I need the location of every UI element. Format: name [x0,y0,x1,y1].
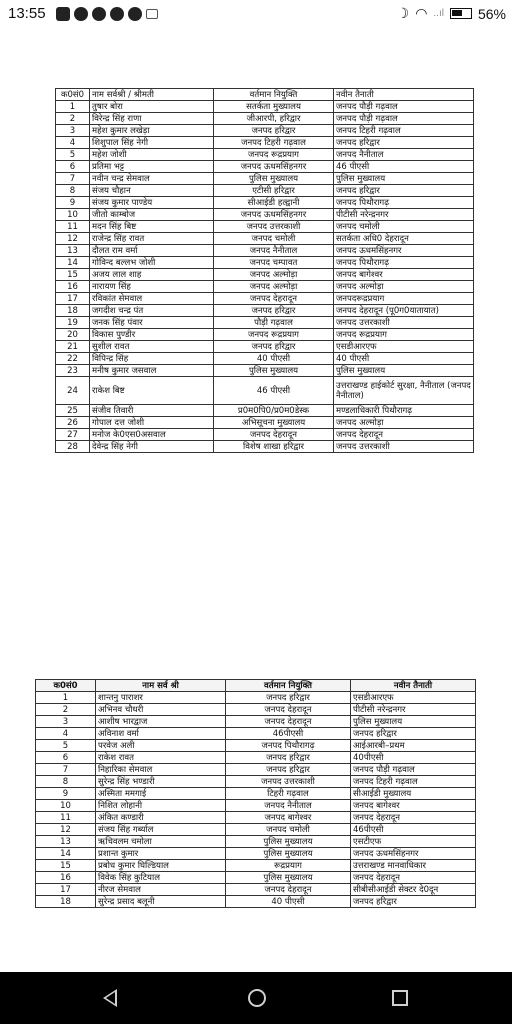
cell-serial: 13 [36,836,96,848]
table-row [36,764,476,776]
cell-new-posting: एसडीआरएफ [334,341,474,353]
table-row [56,329,474,341]
cell-name: संजय चौहान [90,185,214,197]
cell-name: निहारिका सेमवाल [96,764,226,776]
table-row [36,860,476,872]
cell-new-posting: पीटीसी नरेन्द्रनगर [334,209,474,221]
cell-serial: 26 [56,417,90,429]
cell-current-posting: 46पीएसी [226,728,351,740]
status-right [397,5,506,22]
cell-serial: 4 [56,137,90,149]
cell-new-posting: 40पीएसी [351,752,476,764]
cell-serial: 15 [56,269,90,281]
cell-serial: 15 [36,860,96,872]
cell-current-posting: जीआरपी, हरिद्वार [214,113,334,125]
table-row [56,161,474,173]
cell-name: ऋचिवलम चमोला [96,836,226,848]
cell-new-posting: आईआरबी–प्रथम [351,740,476,752]
cell-name: राकेश रावत [96,752,226,764]
cell-name: प्रतिमा भट्ट [90,161,214,173]
header-current-posting: वर्तमान नियुक्ति [226,680,351,692]
cell-current-posting: जनपद नैनीताल [214,245,334,257]
header-current-posting: वर्तमान नियुक्ति [214,89,334,101]
cell-new-posting: 46पीएसी [351,824,476,836]
cell-name: प्रशान्त कुमार [96,848,226,860]
cell-current-posting: जनपद देहरादून [214,429,334,441]
cell-current-posting: टिहरी गढ़वाल [226,788,351,800]
cell-name: गोपाल दत्त जोशी [90,417,214,429]
cell-serial: 22 [56,353,90,365]
table-row [56,137,474,149]
cell-serial: 4 [36,728,96,740]
table-row [36,848,476,860]
cell-current-posting: पुलिस मुख्यालय [226,872,351,884]
app-notification-icon [92,7,106,21]
cell-name: राजेन्द्र सिंह रावत [90,233,214,245]
cell-current-posting: जनपद चमोली [214,233,334,245]
table-row [56,149,474,161]
cell-serial: 2 [56,113,90,125]
cell-new-posting: जनपद उत्तरकाशी [334,317,474,329]
header-serial: क0सं0 [36,680,96,692]
cell-name: गोविन्द बल्लभ जोशी [90,257,214,269]
cell-current-posting: जनपद देहरादून [226,716,351,728]
cell-serial: 21 [56,341,90,353]
cell-serial: 27 [56,429,90,441]
cell-name: महेश जोशी [90,149,214,161]
cell-current-posting: जनपद हरिद्वार [226,752,351,764]
cell-new-posting: सतर्कता अधि0 देहरादून [334,233,474,245]
cell-serial: 2 [36,704,96,716]
cell-new-posting: एसडीआरएफ [351,692,476,704]
cell-current-posting: जनपद चम्पावत [214,257,334,269]
table-row [36,788,476,800]
table-row [56,125,474,137]
cell-serial: 12 [36,824,96,836]
cell-current-posting: जनपद रूद्रप्रयाग [214,149,334,161]
cell-new-posting: जनपद अल्मोड़ा [334,417,474,429]
cell-new-posting: जनपद चमोली [334,221,474,233]
cell-new-posting: जनपद पौड़ी गढ़वाल [334,113,474,125]
cell-current-posting: जनपद उत्तरकाशी [214,221,334,233]
cell-serial: 10 [36,800,96,812]
cell-serial: 3 [36,716,96,728]
cell-new-posting: जनपद ऊधमसिंहनगर [334,245,474,257]
cell-serial: 8 [56,185,90,197]
cell-serial: 6 [36,752,96,764]
cell-new-posting: जनपद टिहरी गढ़वाल [334,125,474,137]
table-row [56,405,474,417]
cell-current-posting: जनपद ऊधमसिंहनगर [214,209,334,221]
cell-serial: 3 [56,125,90,137]
table-row [56,305,474,317]
recent-apps-icon[interactable] [392,990,408,1006]
cell-serial: 23 [56,365,90,377]
cell-name: निशित लोहानी [96,800,226,812]
cell-serial: 19 [56,317,90,329]
cell-current-posting: पुलिस मुख्यालय [226,848,351,860]
document-notification-icon [56,7,70,21]
cell-current-posting: अभिसूचना मुख्यालय [214,417,334,429]
cell-serial: 18 [36,896,96,908]
mail-notification-icon [146,9,158,19]
cell-name: सुशील रावत [90,341,214,353]
cell-current-posting: जनपद अल्मोड़ा [214,269,334,281]
table-row [56,341,474,353]
table-row [56,293,474,305]
cell-new-posting: जनपद हरिद्वार [334,185,474,197]
home-icon[interactable] [248,989,266,1007]
table-row [36,752,476,764]
cell-current-posting: जनपद टिहरी गढ़वाल [214,137,334,149]
cell-current-posting: जनपद हरिद्वार [214,125,334,137]
table-row [56,101,474,113]
cell-new-posting: जनपद ऊधमसिंहनगर [351,848,476,860]
cell-new-posting: जनपद पौड़ी गढ़वाल [334,101,474,113]
cell-serial: 14 [36,848,96,860]
cell-name: जीतो काम्बोज [90,209,214,221]
cell-current-posting: पुलिस मुख्यालय [226,836,351,848]
cell-current-posting: जनपद हरिद्वार [226,764,351,776]
table-header-row [56,89,474,101]
cell-current-posting: जनपद पिथौरागढ़ [226,740,351,752]
table-row [36,896,476,908]
table-row [56,365,474,377]
cell-serial: 5 [36,740,96,752]
cell-name: नीरज सेमवाल [96,884,226,896]
cell-name: विवेक सिंह कुटियाल [96,872,226,884]
signal-icon: ..ıl [433,8,444,19]
status-bar [0,0,512,30]
cell-new-posting: जनपद देहरादून (पू0ग0यातायात) [334,305,474,317]
status-time: 13:55 [8,5,46,22]
cell-name: अभिनव चौधरी [96,704,226,716]
cell-serial: 11 [56,221,90,233]
cell-name: नारायण सिंह [90,281,214,293]
cell-serial: 5 [56,149,90,161]
cell-current-posting: एटीसी हरिद्वार [214,185,334,197]
back-icon[interactable] [103,989,117,1007]
table-row [56,245,474,257]
cell-new-posting: पुलिस मुख्यालय [334,365,474,377]
cell-current-posting: विशेष शाखा हरिद्वार [214,441,334,453]
cell-name: संजीव तिवारी [90,405,214,417]
cell-current-posting: सीआईडी हल्द्वानी [214,197,334,209]
cell-name: अस्मिता ममगाई [96,788,226,800]
navigation-bar [0,972,512,1024]
cell-name: रविकांत सेमवाल [90,293,214,305]
cell-serial: 7 [36,764,96,776]
cell-new-posting: उत्तराखण्ड मानवाधिकार [351,860,476,872]
moon-icon: ☽ [396,5,410,21]
table-row [56,353,474,365]
cell-new-posting: पुलिस मुख्यालय [351,716,476,728]
cell-new-posting: जनपद बागेश्वर [351,800,476,812]
table-row [36,872,476,884]
cell-new-posting: जनपदरूद्रप्रयाग [334,293,474,305]
cell-serial: 16 [56,281,90,293]
cell-serial: 17 [56,293,90,305]
cell-current-posting: पौड़ी गढ़वाल [214,317,334,329]
table-row [36,704,476,716]
cell-serial: 7 [56,173,90,185]
cell-current-posting: जनपद रूद्रप्रयाग [214,329,334,341]
cell-current-posting: जनपद उत्तरकाशी [226,776,351,788]
cell-current-posting: जनपद बागेश्वर [226,812,351,824]
cell-serial: 16 [36,872,96,884]
battery-icon [450,8,472,19]
cell-new-posting: जनपद पिथौरागढ़ [334,257,474,269]
cell-new-posting: जनपद हरिद्वार [351,896,476,908]
cell-new-posting: पीटीसी नरेन्द्रनगर [351,704,476,716]
table-row [56,269,474,281]
cell-new-posting: मण्डलाधिकारी पिथौरागढ़ [334,405,474,417]
table-row [36,716,476,728]
cell-current-posting: 40 पीएसी [226,896,351,908]
cell-name: संजय कुमार पाण्डेय [90,197,214,209]
cell-current-posting: पुलिस मुख्यालय [214,173,334,185]
table-row [56,113,474,125]
cell-serial: 11 [36,812,96,824]
cell-name: सुरेन्द्र प्रसाद बलूनी [96,896,226,908]
cell-serial: 25 [56,405,90,417]
cell-serial: 14 [56,257,90,269]
header-serial: क0सं0 [56,89,90,101]
cell-name: संजय सिंह गर्ब्याल [96,824,226,836]
cell-name: परवेज अली [96,740,226,752]
cell-new-posting: जनपद अल्मोड़ा [334,281,474,293]
cell-new-posting: जनपद पौड़ी गढ़वाल [351,764,476,776]
chat-notification-icon [74,7,88,21]
cell-current-posting: 46 पीएसी [214,377,334,405]
cell-name: नवीन चन्द्र सेमवाल [90,173,214,185]
cell-new-posting: एसटीएफ [351,836,476,848]
cell-new-posting: जनपद रूद्रप्रयाग [334,329,474,341]
cell-name: अविनाश वर्मा [96,728,226,740]
cell-serial: 9 [56,197,90,209]
cell-name: शिशुपाल सिंह नेगी [90,137,214,149]
header-name: नाम सर्वश्री / श्रीमती [90,89,214,101]
table-row [56,417,474,429]
table-row [56,209,474,221]
cell-name: जनक सिंह पंवार [90,317,214,329]
cell-name: प्रबोध कुमार घिल्डियाल [96,860,226,872]
table-row [36,824,476,836]
cell-new-posting: जनपद टिहरी गढ़वाल [351,776,476,788]
table-row [56,377,474,405]
transfer-table-1 [55,88,474,453]
table-row [56,185,474,197]
table-row [56,221,474,233]
cell-serial: 6 [56,161,90,173]
cell-current-posting: जनपद देहरादून [214,293,334,305]
cell-name: देवेन्द्र सिंह नेगी [90,441,214,453]
table-row [56,197,474,209]
cell-new-posting: जनपद देहरादून [351,812,476,824]
cell-new-posting: सीआईडी मुख्यालय [351,788,476,800]
cell-serial: 9 [36,788,96,800]
cell-new-posting: उत्तराखण्ड हाईकोर्ट सुरक्षा, नैनीताल (जनपद नैनीताल) [334,377,474,405]
cell-name: तुषार बोरा [90,101,214,113]
cell-current-posting: जनपद हरिद्वार [214,305,334,317]
battery-percent: 56% [477,5,506,22]
cell-new-posting: 46 पीएसी [334,161,474,173]
cell-serial: 1 [36,692,96,704]
cell-name: महेश कुमार लखेड़ा [90,125,214,137]
cell-serial: 18 [56,305,90,317]
cell-new-posting: 40 पीएसी [334,353,474,365]
cell-serial: 1 [56,101,90,113]
cell-name: मदन सिंह बिष्ट [90,221,214,233]
header-name: नाम सर्व श्री [96,680,226,692]
cell-serial: 24 [56,377,90,405]
cell-serial: 12 [56,233,90,245]
cell-current-posting: जनपद देहरादून [226,704,351,716]
table-header-row [36,680,476,692]
app-notification-icon [110,7,124,21]
table-row [36,692,476,704]
cell-current-posting: जनपद हरिद्वार [214,341,334,353]
table-row [56,281,474,293]
transfer-table-2 [35,679,476,908]
cell-new-posting: जनपद हरिद्वार [334,137,474,149]
cell-new-posting: जनपद देहरादून [351,872,476,884]
cell-current-posting: जनपद देहरादून [226,884,351,896]
cell-new-posting: जनपद पिथौरागढ़ [334,197,474,209]
cell-current-posting: प्र0म0पि0/प्र0म0डेस्क [214,405,334,417]
app-notification-icon [128,7,142,21]
document-page[interactable] [0,30,512,968]
cell-name: अजय लाल शाह [90,269,214,281]
cell-name: आशीष भारद्वाज [96,716,226,728]
cell-serial: 17 [36,884,96,896]
cell-current-posting: जनपद चमोली [226,824,351,836]
cell-current-posting: सतर्कता मुख्यालय [214,101,334,113]
cell-name: विपिन्द्र सिंह [90,353,214,365]
table-row [36,728,476,740]
table-row [56,317,474,329]
cell-current-posting: 40 पीएसी [214,353,334,365]
cell-serial: 10 [56,209,90,221]
cell-current-posting: जनपद ऊधमसिंहनगर [214,161,334,173]
cell-new-posting: जनपद देहरादून [334,429,474,441]
cell-new-posting: जनपद बागेश्वर [334,269,474,281]
cell-serial: 8 [36,776,96,788]
table-row [56,429,474,441]
cell-name: मनीष कुमार जसवाल [90,365,214,377]
cell-name: राकेश बिष्ट [90,377,214,405]
cell-serial: 13 [56,245,90,257]
cell-name: अंकित कण्डारी [96,812,226,824]
table-row [36,800,476,812]
header-new-posting: नवीन तैनाती [351,680,476,692]
header-new-posting: नवीन तैनाती [334,89,474,101]
cell-new-posting: पुलिस मुख्यालय [334,173,474,185]
table-row [36,740,476,752]
table-row [36,776,476,788]
wifi-icon: ◠ [415,5,428,21]
cell-name: सुरेन्द्र सिंह भण्डारी [96,776,226,788]
table-row [36,812,476,824]
cell-name: विरेन्द्र सिंह राणा [90,113,214,125]
table-row [56,233,474,245]
cell-serial: 28 [56,441,90,453]
notification-icons [56,7,158,21]
cell-current-posting: रूद्रप्रयाग [226,860,351,872]
table-row [36,836,476,848]
table-row [56,441,474,453]
cell-name: दौलत राम वर्मा [90,245,214,257]
cell-name: मनोज के0एस0असवाल [90,429,214,441]
cell-new-posting: जनपद हरिद्वार [351,728,476,740]
table-row [36,884,476,896]
table-row [56,257,474,269]
cell-name: विकास पुण्डीर [90,329,214,341]
cell-name: जगदीश चन्द्र पंत [90,305,214,317]
cell-current-posting: जनपद हरिद्वार [226,692,351,704]
cell-new-posting: जनपद नैनीताल [334,149,474,161]
cell-current-posting: जनपद अल्मोड़ा [214,281,334,293]
cell-current-posting: जनपद नैनीताल [226,800,351,812]
cell-new-posting: जनपद उत्तरकाशी [334,441,474,453]
cell-new-posting: सीबीसीआईडी सेक्टर दे0दून [351,884,476,896]
table-row [56,173,474,185]
cell-serial: 20 [56,329,90,341]
cell-current-posting: पुलिस मुख्यालय [214,365,334,377]
cell-name: शान्तनु पाराशर [96,692,226,704]
